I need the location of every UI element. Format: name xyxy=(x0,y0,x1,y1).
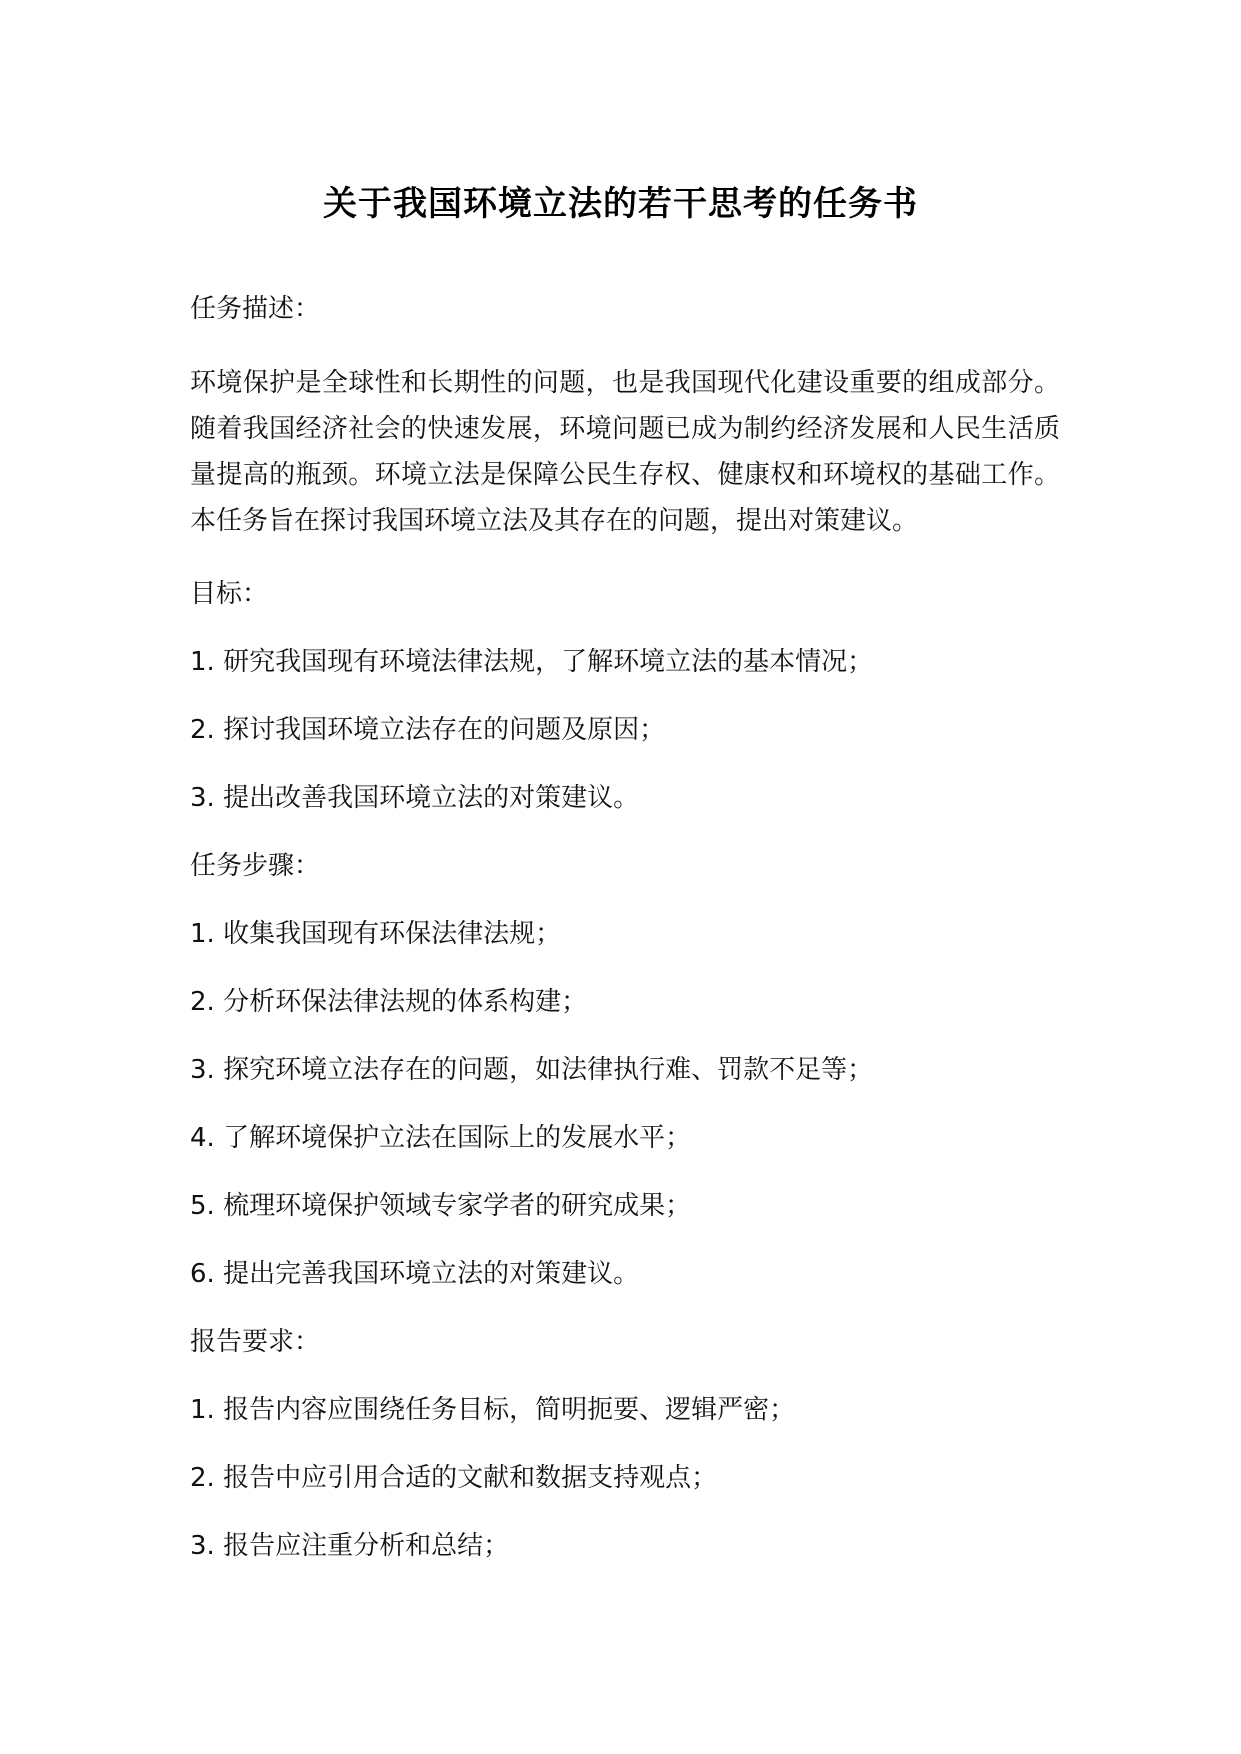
step-item-1: 1. 收集我国现有环保法律法规； xyxy=(190,919,562,949)
step-item-2: 2. 分析环保法律法规的体系构建； xyxy=(190,987,588,1017)
report-item-3: 3. 报告应注重分析和总结； xyxy=(190,1531,510,1561)
section-heading-report: 报告要求： xyxy=(190,1327,321,1357)
goal-item-1: 1. 研究我国现有环境法律法规，了解环境立法的基本情况； xyxy=(190,647,874,677)
section-heading-goals: 目标： xyxy=(190,579,269,609)
goal-item-2: 2. 探讨我国环境立法存在的问题及原因； xyxy=(190,715,666,745)
document-title: 关于我国环境立法的若干思考的任务书 xyxy=(323,184,918,224)
step-item-5: 5. 梳理环境保护领域专家学者的研究成果； xyxy=(190,1191,692,1221)
step-item-3: 3. 探究环境立法存在的问题，如法律执行难、罚款不足等； xyxy=(190,1055,874,1085)
report-item-1: 1. 报告内容应围绕任务目标，简明扼要、逻辑严密； xyxy=(190,1395,796,1425)
report-item-2: 2. 报告中应引用合适的文献和数据支持观点； xyxy=(190,1463,718,1493)
document-body xyxy=(190,292,1060,1563)
step-item-4: 4. 了解环境保护立法在国际上的发展水平； xyxy=(190,1123,692,1153)
goal-item-3: 3. 提出改善我国环境立法的对策建议。 xyxy=(190,783,640,813)
step-item-6: 6. 提出完善我国环境立法的对策建议。 xyxy=(190,1259,640,1289)
section-heading-steps: 任务步骤： xyxy=(190,851,321,881)
section-heading-description: 任务描述： xyxy=(190,294,321,324)
description-paragraph: 环境保护是全球性和长期性的问题，也是我国现代化建设重要的组成部分。随着我国经济社会的快速发展，环境问题已成为制约经济发展和人民生活质量提高的瓶颈。环境立法是保障公民生存权、健康权和环境权的基础工作。本任务旨在探讨我国环境立法及其存在的问题，提出对策建议。 xyxy=(190,368,1060,536)
